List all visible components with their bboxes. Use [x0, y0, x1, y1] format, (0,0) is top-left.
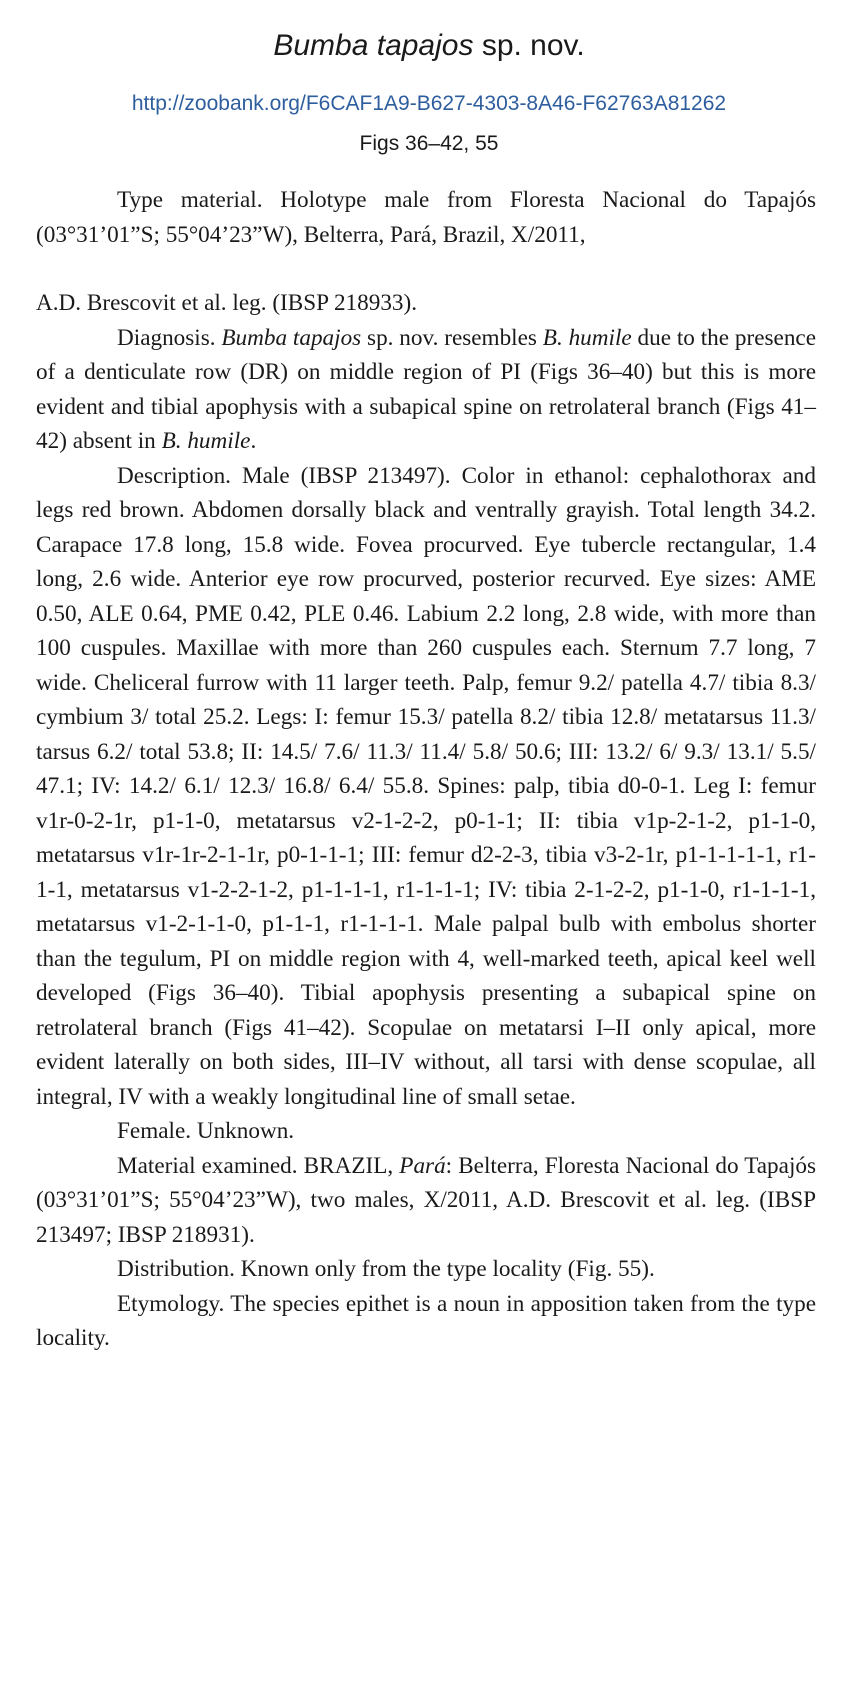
main-text-block — [36, 286, 816, 1356]
diagnosis-label: Diagnosis. — [117, 324, 222, 351]
distribution-paragraph: Distribution. Known only from the type locality (Fig. 55). — [117, 1256, 655, 1282]
diagnosis-text-1: sp. nov. resembles — [361, 324, 543, 351]
material-examined-state: Pará — [399, 1152, 446, 1179]
zoobank-link[interactable]: http://zoobank.org/F6CAF1A9-B627-4303-8A46-F62763A81262 — [131, 92, 727, 115]
species-title — [0, 26, 858, 66]
diagnosis-species: Bumba tapajos — [221, 324, 362, 351]
material-examined-paragraph — [36, 1149, 816, 1253]
diagnosis-text-2: due to the presence of a denticulate row (DR) on middle region of PI (Figs 36–40) but this is more evident and tibial apophysis with a subapical spine on retrolateral branch (Figs 41–42) absent in — [36, 324, 817, 454]
description-paragraph: Description. Male (IBSP 213497). Color in ethanol: cephalothorax and legs red brown. Abdomen dorsally black and ventrally grayish. Total length 34.2. Carapace 17.8 long, 15.8 wide. Fovea procurved. Eye tubercle rectangular, 1.4 long, 2.6 wide. Anterior eye row procurved, posterior recurved. Eye sizes: AME 0.50, ALE 0.64, PME 0.42, PLE 0.46. Labium 2.2 long, 2.8 wide, with more than 100 cuspules. Maxillae with more than 260 cuspules each. Sternum 7.7 long, 7 wide. Cheliceral furrow with 11 larger teeth. Palp, femur 9.2/ patella 4.7/ tibia 8.3/ cymbium 3/ total 25.2. Legs: I: femur 15.3/ patella 8.2/ tibia 12.8/ metatarsus 11.3/ tarsus 6.2/ total 53.8; II: 14.5/ 7.6/ 11.3/ 11.4/ 5.8/ 50.6; III: 13.2/ 6/ 9.3/ 13.1/ 5.5/ 47.1; IV: 14.2/ 6.1/ 12.3/ 16.8/ 6.4/ 55.8. Spines: palp, tibia d0-0-1. Leg I: femur v1r-0-2-1r, p1-1-0, metatarsus v2-1-2-2, p0-1-1; II: tibia v1p-2-1-2, p1-1-0, metatarsus v1r-1r-2-1-1r, p0-1-1-1; III: femur d2-2-3, tibia v3-2-1r, p1-1-1-1-1, r1-1-1, metatarsus v1-2-2-1-2, p1-1-1-1, r1-1-1-1; IV: tibia 2-1-2-2, p1-1-0, r1-1-1-1, metatarsus v1-2-1-1-0, p1-1-1, r1-1-1-1. Male palpal bulb with embolus shorter than the tegulum, PI on middle region with 4, well-marked teeth, apical keel well developed (Figs 36–40). Tibial apophysis presenting a subapical spine on retrolateral branch (Figs 41–42). Scopulae on metatarsi I–II only apical, more evident laterally on both sides, III–IV without, all tarsi with dense scopulae, all integral, IV with a weakly longitudinal line of small setae. — [36, 462, 816, 1110]
diagnosis-end: . — [250, 428, 257, 454]
species-name: Bumba tapajos — [273, 29, 474, 62]
female-paragraph: Female. Unknown. — [117, 1118, 295, 1144]
figure-reference: Figs 36–42, 55 — [359, 132, 499, 155]
type-material-block — [36, 183, 816, 252]
species-status: sp. nov. — [473, 29, 585, 62]
diagnosis-paragraph — [36, 321, 816, 459]
type-material-paragraph: Type material. Holotype male from Floresta Nacional do Tapajós (03°31’01”S; 55°04’23”W), Belterra, Pará, Brazil, X/2011, — [36, 187, 816, 248]
material-examined-text-1: Material examined. BRAZIL, — [117, 1152, 400, 1179]
diagnosis-compare-2: B. humile — [161, 428, 251, 454]
material-examined-text-2: : Belterra, Floresta Nacional do Tapajós (03°31’01”S; 55°04’23”W), two males, X/2011, A.D. Brescovit et al. leg. (IBSP 213497; IBSP 218931). — [36, 1152, 817, 1248]
type-material-continuation: A.D. Brescovit et al. leg. (IBSP 218933). — [36, 290, 418, 316]
etymology-paragraph: Etymology. The species epithet is a noun in apposition taken from the type locality. — [36, 1290, 816, 1351]
diagnosis-compare-1: B. humile — [542, 324, 632, 351]
